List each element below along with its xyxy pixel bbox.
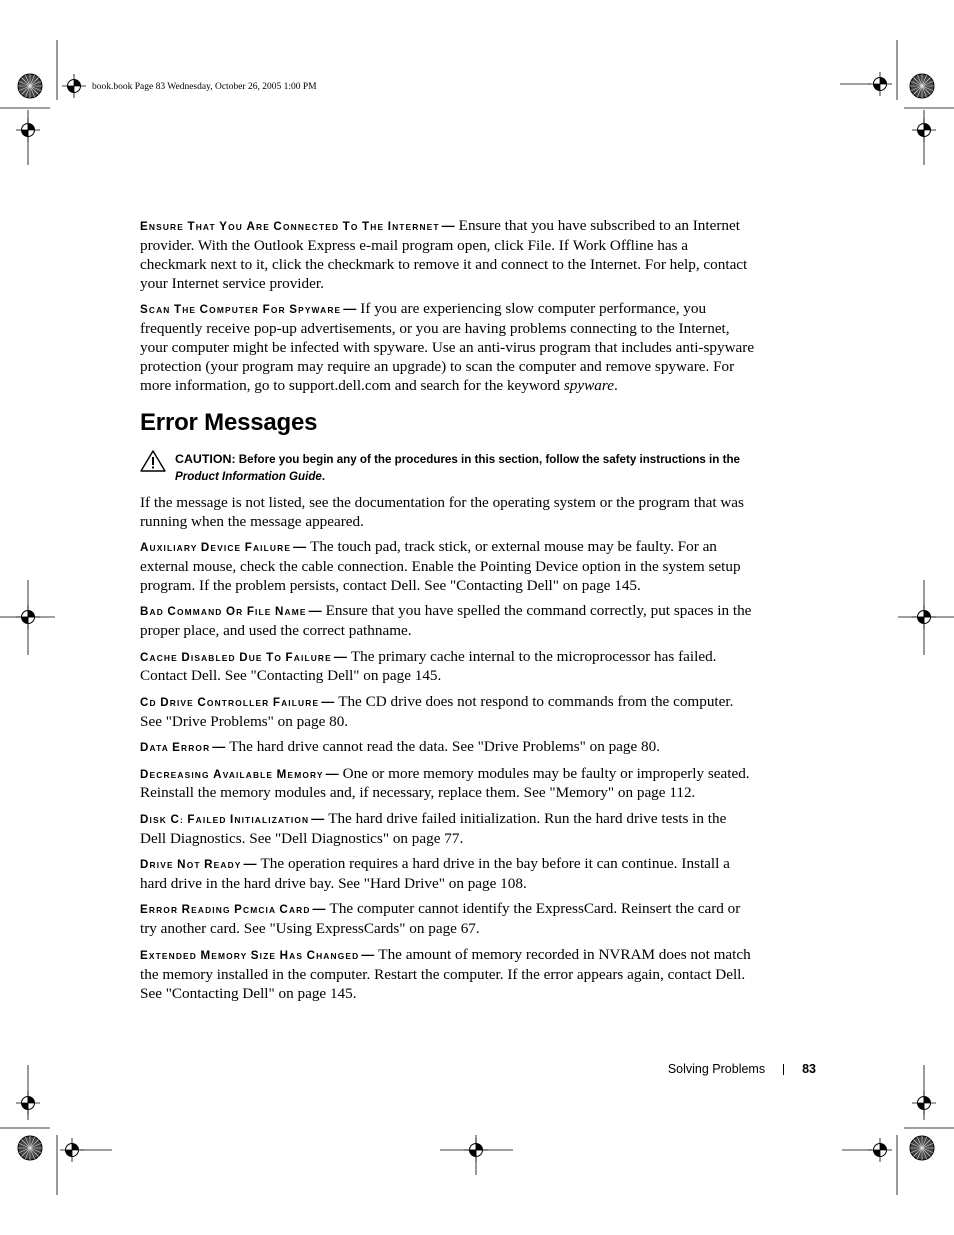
error-label: DISK C: FAILED INITIALIZATION [140, 812, 310, 826]
registration-mark-bottom-center [440, 1135, 513, 1175]
caution-text: Before you begin any of the procedures in this section, follow the safety instructions in the [235, 452, 740, 466]
error-label: DRIVE NOT READY [140, 858, 242, 872]
page-body [140, 217, 756, 1010]
error-entry: AUXILIARY DEVICE FAILURE — The touch pad, track stick, or external mouse may be faulty. For an external mouse, check the cable connection. Enable the Pointing Device option in the system setup program. If the problem persists, contact Dell. See "Contacting Dell" on page 145. [140, 537, 741, 594]
error-label: BAD COMMAND OR FILE NAME [140, 605, 307, 619]
error-text: Ensure that you have spelled the command correctly, put spaces in the proper place, and used the correct pathname. [140, 602, 752, 640]
error-text: The amount of memory recorded in NVRAM does not match the memory installed in the computer. Restart the computer. If the error appears again, contact Dell. See "Contacting Dell" on page 145. [140, 945, 751, 1002]
entry-label: SCAN THE COMPUTER FOR SPYWARE [140, 303, 342, 317]
registration-mark-top-left [0, 40, 86, 165]
error-list [140, 538, 756, 1004]
page-footer [600, 1062, 816, 1076]
error-text: Pointing Device [479, 557, 579, 575]
footer-section-name: Solving Problems [667, 1062, 766, 1076]
entry-text: If you are experiencing slow computer performance, you frequently receive pop-up advertisements, or you are having problems connecting to the Internet, your computer might be infected with spyware. Use an anti-virus program that includes anti-spyware protection (your program may require an upgrade) to scan the computer and remove spyware. For more information, go to [140, 300, 755, 394]
caution-label: CAUTION: [175, 451, 236, 466]
error-entry: ERROR READING PCMCIA CARD — The computer cannot identify the ExpressCard. Reinsert the card or try another card. See "Using ExpressCards" on page 67. [140, 900, 741, 938]
section-intro: If the message is not listed, see the documentation for the operating system or the program that was running when the message appeared. [140, 493, 744, 530]
warning-triangle-icon [140, 450, 166, 472]
error-entry: EXTENDED MEMORY SIZE HAS CHANGED — The amount of memory recorded in NVRAM does not match the memory installed in the computer. Restart the computer. If the error appears again, contact Dell. See "Contacting Dell" on page 145. [140, 945, 751, 1002]
menu-file: File [527, 236, 552, 254]
registration-mark-mid-right [898, 580, 954, 655]
error-label: ERROR READING PCMCIA CARD [140, 903, 311, 917]
error-entry: DRIVE NOT READY — The operation requires a hard drive in the bay before it can continue. Install a hard drive in the hard drive bay. See "Hard Drive" on page 108. [140, 855, 730, 893]
page-number: 83 [802, 1062, 816, 1076]
error-text: The touch pad, track stick, or external mouse may be faulty. For an external mouse, check the cable connection. Enable the [140, 537, 717, 575]
registration-mark-bottom-left [0, 1065, 112, 1195]
entry-label: ENSURE THAT YOU ARE CONNECTED TO THE INTERNET [140, 220, 440, 233]
error-entry: DECREASING AVAILABLE MEMORY — One or more memory modules may be faulty or improperly seated. Reinstall the memory modules and, if necessary, replace them. See "Memory" on page 112. [140, 764, 750, 802]
support-link[interactable]: support.dell.com [288, 376, 391, 394]
error-label: DECREASING AVAILABLE MEMORY [140, 767, 324, 781]
footer-divider [783, 1064, 784, 1075]
error-label: EXTENDED MEMORY SIZE HAS CHANGED [140, 948, 360, 962]
registration-mark-mid-left [0, 580, 55, 655]
print-slug: book.book Page 83 Wednesday, October 26, 2005 1:00 PM [92, 82, 317, 92]
error-label: AUXILIARY DEVICE FAILURE [140, 540, 292, 554]
error-text: The operation requires a hard drive in the bay before it can continue. Install a hard drive in the hard drive bay. See "Hard Drive" on page 108. [140, 855, 730, 893]
registration-mark-top-right [840, 40, 954, 165]
caution-note: CAUTION: Before you begin any of the procedures in this section, follow the safety instructions in the Product Information Guide. [140, 451, 756, 485]
entry-internet: ENSURE THAT YOU ARE CONNECTED TO THE INTERNET — Ensure that you have subscribed to an Internet provider. With the Outlook Express e-mail program open, click File. If Work Offline has a checkmark next to it, click the checkmark to remove it and connect to the Internet. For help, contact your Internet service provider. [140, 217, 748, 292]
error-entry: CACHE DISABLED DUE TO FAILURE — The primary cache internal to the microprocessor has failed. Contact Dell. See "Contacting Dell" on page 145. [140, 647, 717, 685]
error-text: One or more memory modules may be faulty or improperly seated. Reinstall the memory modules and, if necessary, replace them. See "Memory" on page 112. [140, 764, 750, 802]
error-label: DATA ERROR [140, 741, 211, 755]
error-text: option in the system setup program. If the problem persists, contact Dell. See "Contacting Dell" on page 145. [140, 557, 741, 594]
error-entry: CD DRIVE CONTROLLER FAILURE — The CD drive does not respond to commands from the computer. See "Drive Problems" on page 80. [140, 692, 734, 730]
error-text: The hard drive failed initialization. Run the hard drive tests in the Dell Diagnostics. See "Dell Diagnostics" on page 77. [140, 809, 727, 847]
menu-work-offline: Work Offline [572, 236, 654, 254]
error-entry: DISK C: FAILED INITIALIZATION — The hard drive failed initialization. Run the hard drive tests in the Dell Diagnostics. See "Dell Diagnostics" on page 77. [140, 809, 727, 847]
section-title: Error Messages [140, 408, 318, 436]
error-text: The hard drive cannot read the data. See "Drive Problems" on page 80. [229, 738, 661, 756]
error-entry: BAD COMMAND OR FILE NAME — Ensure that you have spelled the command correctly, put spaces in the proper place, and used the correct pathname. [140, 602, 752, 640]
entry-text: Ensure that you have subscribed to an Internet provider. With the Outlook Express e-mail program open, click [140, 217, 740, 254]
error-text: The CD drive does not respond to commands from the computer. See "Drive Problems" on page 80. [140, 692, 734, 730]
error-text: The primary cache internal to the microprocessor has failed. Contact Dell. See "Contacting Dell" on page 145. [140, 647, 717, 685]
entry-spyware: SCAN THE COMPUTER FOR SPYWARE — If you are experiencing slow computer performance, you frequently receive pop-up advertisements, or you are having problems connecting to the Internet, your computer might be infected with spyware. Use an anti-virus program that includes anti-spyware protection (your program may require an upgrade) to scan the computer and remove spyware. For more information, go to support.dell.com and search for the keyword spyware. [140, 300, 755, 394]
caution-guide: Product Information Guide [175, 469, 322, 483]
registration-mark-bottom-right [842, 1065, 954, 1195]
error-label: CD DRIVE CONTROLLER FAILURE [140, 695, 320, 709]
keyword: spyware [563, 376, 614, 394]
error-entry: DATA ERROR — The hard drive cannot read the data. See "Drive Problems" on page 80. [140, 738, 661, 756]
error-label: CACHE DISABLED DUE TO FAILURE [140, 650, 332, 664]
error-text: The computer cannot identify the ExpressCard. Reinsert the card or try another card. See "Using ExpressCards" on page 67. [140, 900, 741, 938]
